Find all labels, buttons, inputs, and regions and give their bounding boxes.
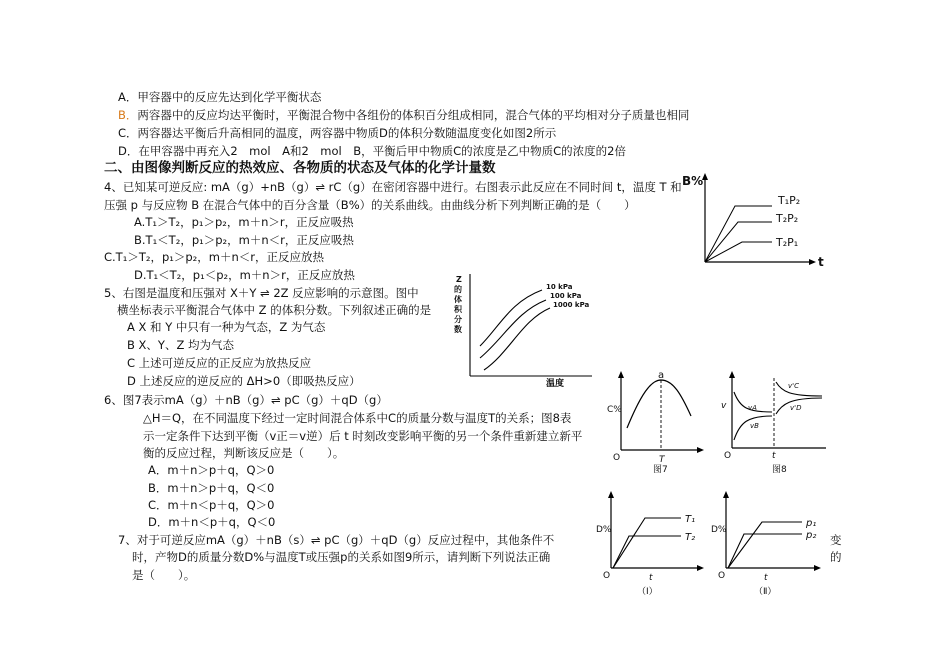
q3-option-c: C．两容器达平衡后升高相同的温度，两容器中物质D的体积分数随温度变化如图2所示: [118, 126, 557, 140]
fig9-2-caption: （Ⅱ）: [754, 587, 777, 597]
q5-chart: [450, 268, 600, 390]
fig9-1-y-arrow: [608, 491, 614, 498]
fig9-1-curve-t1: [613, 518, 681, 568]
fig7-caption: 图7: [653, 465, 668, 475]
fig9-1-origin: O: [603, 571, 611, 581]
fig9-2-y-arrow: [723, 491, 729, 498]
fig9-2-curve-p2: [728, 534, 802, 568]
q5-chart-ylabel-5: 分: [454, 315, 462, 324]
fig9-chart-2: [710, 488, 828, 598]
fig9-chart-1: [595, 488, 707, 598]
q6-option-c: C．m＋n＜p＋q，Q＞0: [148, 498, 275, 512]
fig8-y-arrow: [729, 371, 735, 378]
q5-option-b: B X、Y、Z 均为气态: [127, 338, 234, 352]
fig9-2-ylabel: D%: [711, 525, 727, 535]
fig9-1-label-t2: T₂: [685, 532, 696, 543]
fig9-1-ylabel: D%: [596, 525, 612, 535]
fig8-caption: 图8: [772, 465, 787, 475]
q3-option-d: D．在甲容器中再充入2 mol A和2 mol B，平衡后甲中物质C的浓度是乙中物质C的浓度的2倍: [118, 144, 626, 158]
q4-chart-ylabel: B%: [682, 174, 704, 188]
fig9-1-label-t1: T₁: [685, 514, 696, 525]
q5-stem-line1: 5、右图是温度和压强对 X＋Y ⇌ 2Z 反应影响的示意图。图中: [104, 286, 419, 300]
section-2-title: 二、由图像判断反应的热效应、各物质的状态及气体的化学计量数: [104, 160, 496, 176]
q5-chart-ylabel-2: 的: [454, 285, 462, 294]
q5-chart-curve-1000kpa: [484, 308, 550, 370]
fig7-ylabel: C%: [607, 405, 622, 415]
fig8-xlabel: t: [772, 451, 776, 461]
fig9-2-xlabel: t: [764, 573, 768, 583]
q6-stem-line4: 衡的反应过程，判断该反应是（ ）。: [143, 446, 345, 460]
q4-chart-xlabel: t: [818, 255, 824, 269]
q4-chart-label-2: T₂P₂: [776, 212, 799, 225]
fig8-label-vb: vB: [750, 422, 759, 430]
q5-option-a: A X 和 Y 中只有一种为气态，Z 为气态: [127, 320, 326, 334]
fig9-2-origin: O: [718, 571, 726, 581]
q6-option-b: B．m＋n＞p＋q，Q＜0: [148, 481, 275, 495]
fig8-ylabel: v: [721, 401, 727, 411]
q6-option-d: D．m＋n＜p＋q，Q＜0: [148, 515, 276, 529]
q4-chart-label-3: T₂P₁: [776, 236, 799, 249]
fig9-2-label-p1: p₁: [806, 518, 817, 529]
q7-stem-line2-end: 的: [830, 550, 842, 564]
fig7-y-arrow: [618, 371, 624, 378]
q4-chart-curve-1: [705, 206, 772, 262]
q3-option-b: [118, 108, 689, 123]
q7-stem-line1-end: 变: [830, 533, 842, 547]
q5-chart-label-10kpa: 10 kPa: [546, 283, 573, 291]
q4-option-b: B.T₁＜T₂，p₁＞p₂，m＋n＜r，正反应吸热: [134, 233, 354, 247]
fig7-xlabel: T: [659, 455, 665, 465]
q4-chart-x-arrow: [809, 259, 816, 265]
q4-option-a: A.T₁＞T₂，p₁＞p₂，m＋n＞r，正反应吸热: [134, 215, 354, 229]
fig8-label-vc: v'C: [788, 382, 799, 390]
fig8-origin: O: [724, 451, 732, 461]
q4-option-d: D.T₁＜T₂，p₁＜p₂，m＋n＞r，正反应放热: [134, 268, 355, 282]
q6-stem-line2: △H＝Q，在不同温度下经过一定时间混合体系中C的质量分数与温度T的关系；图8表: [143, 411, 572, 425]
q7-stem-line2: 时，产物D的质量分数D%与温度T或压强p的关系如图9所示，请判断下列说法正确: [132, 550, 551, 564]
q5-chart-label-1000kpa: 1000 kPa: [553, 301, 590, 309]
fig8-label-va: vA: [748, 404, 757, 412]
fig8-chart: [718, 368, 830, 476]
q7-stem-line3: 是（ ）。: [132, 568, 196, 582]
fig7-curve: [627, 380, 691, 428]
q4-chart: [680, 170, 830, 270]
fig8-label-vd: v'D: [790, 404, 802, 412]
q5-chart-xlabel: 温度: [546, 379, 565, 389]
fig7-x-arrow: [697, 447, 704, 453]
q5-chart-curve-10kpa: [480, 290, 542, 346]
q4-chart-label-1: T₁P₂: [778, 194, 801, 207]
q5-chart-ylabel-6: 数: [454, 325, 462, 334]
q4-option-c: C.T₁＞T₂，p₁＞p₂，m＋n＜r，正反应放热: [104, 250, 324, 264]
q5-chart-ylabel-1: Z: [456, 275, 462, 284]
fig7-peak-label: a: [658, 370, 665, 381]
q3-option-b-text: 两容器中的反应均达平衡时，平衡混合物中各组份的体积百分组成相同，混合气体的平均相对分子质量也相同: [137, 108, 690, 122]
q3-option-b-letter: B．: [118, 108, 138, 122]
q6-option-a: A．m＋n＞p＋q，Q＞0: [148, 463, 275, 477]
q4-stem-line1: 4、已知某可逆反应: mA（g）+nB（g）⇌ rC（g）在密闭容器中进行。右图表示此反应在不同时间 t，温度 T 和: [104, 180, 682, 194]
fig8-curve-vc: [776, 382, 822, 396]
q4-chart-curve-3: [705, 242, 772, 262]
fig9-2-label-p2: p₂: [806, 530, 817, 541]
fig9-1-xlabel: t: [649, 573, 653, 583]
q6-stem-line3: 示一定条件下达到平衡（v正＝v逆）后 t 时刻改变影响平衡的另一个条件重新建立新平: [143, 429, 583, 443]
fig9-1-caption: （Ⅰ）: [637, 587, 658, 597]
fig9-2-x-arrow: [814, 565, 821, 571]
q5-chart-ylabel-3: 体: [454, 295, 462, 304]
q3-option-a: A．甲容器中的反应先达到化学平衡状态: [118, 90, 322, 104]
q5-chart-label-100kpa: 100 kPa: [550, 292, 582, 300]
fig9-1-x-arrow: [697, 565, 704, 571]
q5-option-c: C 上述可逆反应的正反应为放热反应: [127, 356, 312, 370]
q5-stem-line2: 横坐标表示平衡混合气体中 Z 的体积分数。下列叙述正确的是: [117, 303, 432, 317]
q4-stem-line2: 压强 p 与反应物 B 在混合气体中的百分含量（B%）的关系曲线。由曲线分析下列判断正确的是（ ）: [104, 198, 636, 212]
q6-stem-line1: 6、图7表示mA（g）＋nB（g）⇌ pC（g）＋qD（g）: [104, 393, 388, 407]
q7-stem-line1: 7、对于可逆反应mA（g）＋nB（s）⇌ pC（g）＋qD（g）反应过程中，其他条件不: [118, 533, 555, 547]
fig7-chart: [605, 368, 707, 476]
fig7-origin: O: [613, 453, 621, 463]
q5-option-d: D 上述反应的逆反应的 ΔH>0（即吸热反应）: [127, 374, 361, 388]
q5-chart-ylabel-4: 积: [454, 305, 462, 314]
